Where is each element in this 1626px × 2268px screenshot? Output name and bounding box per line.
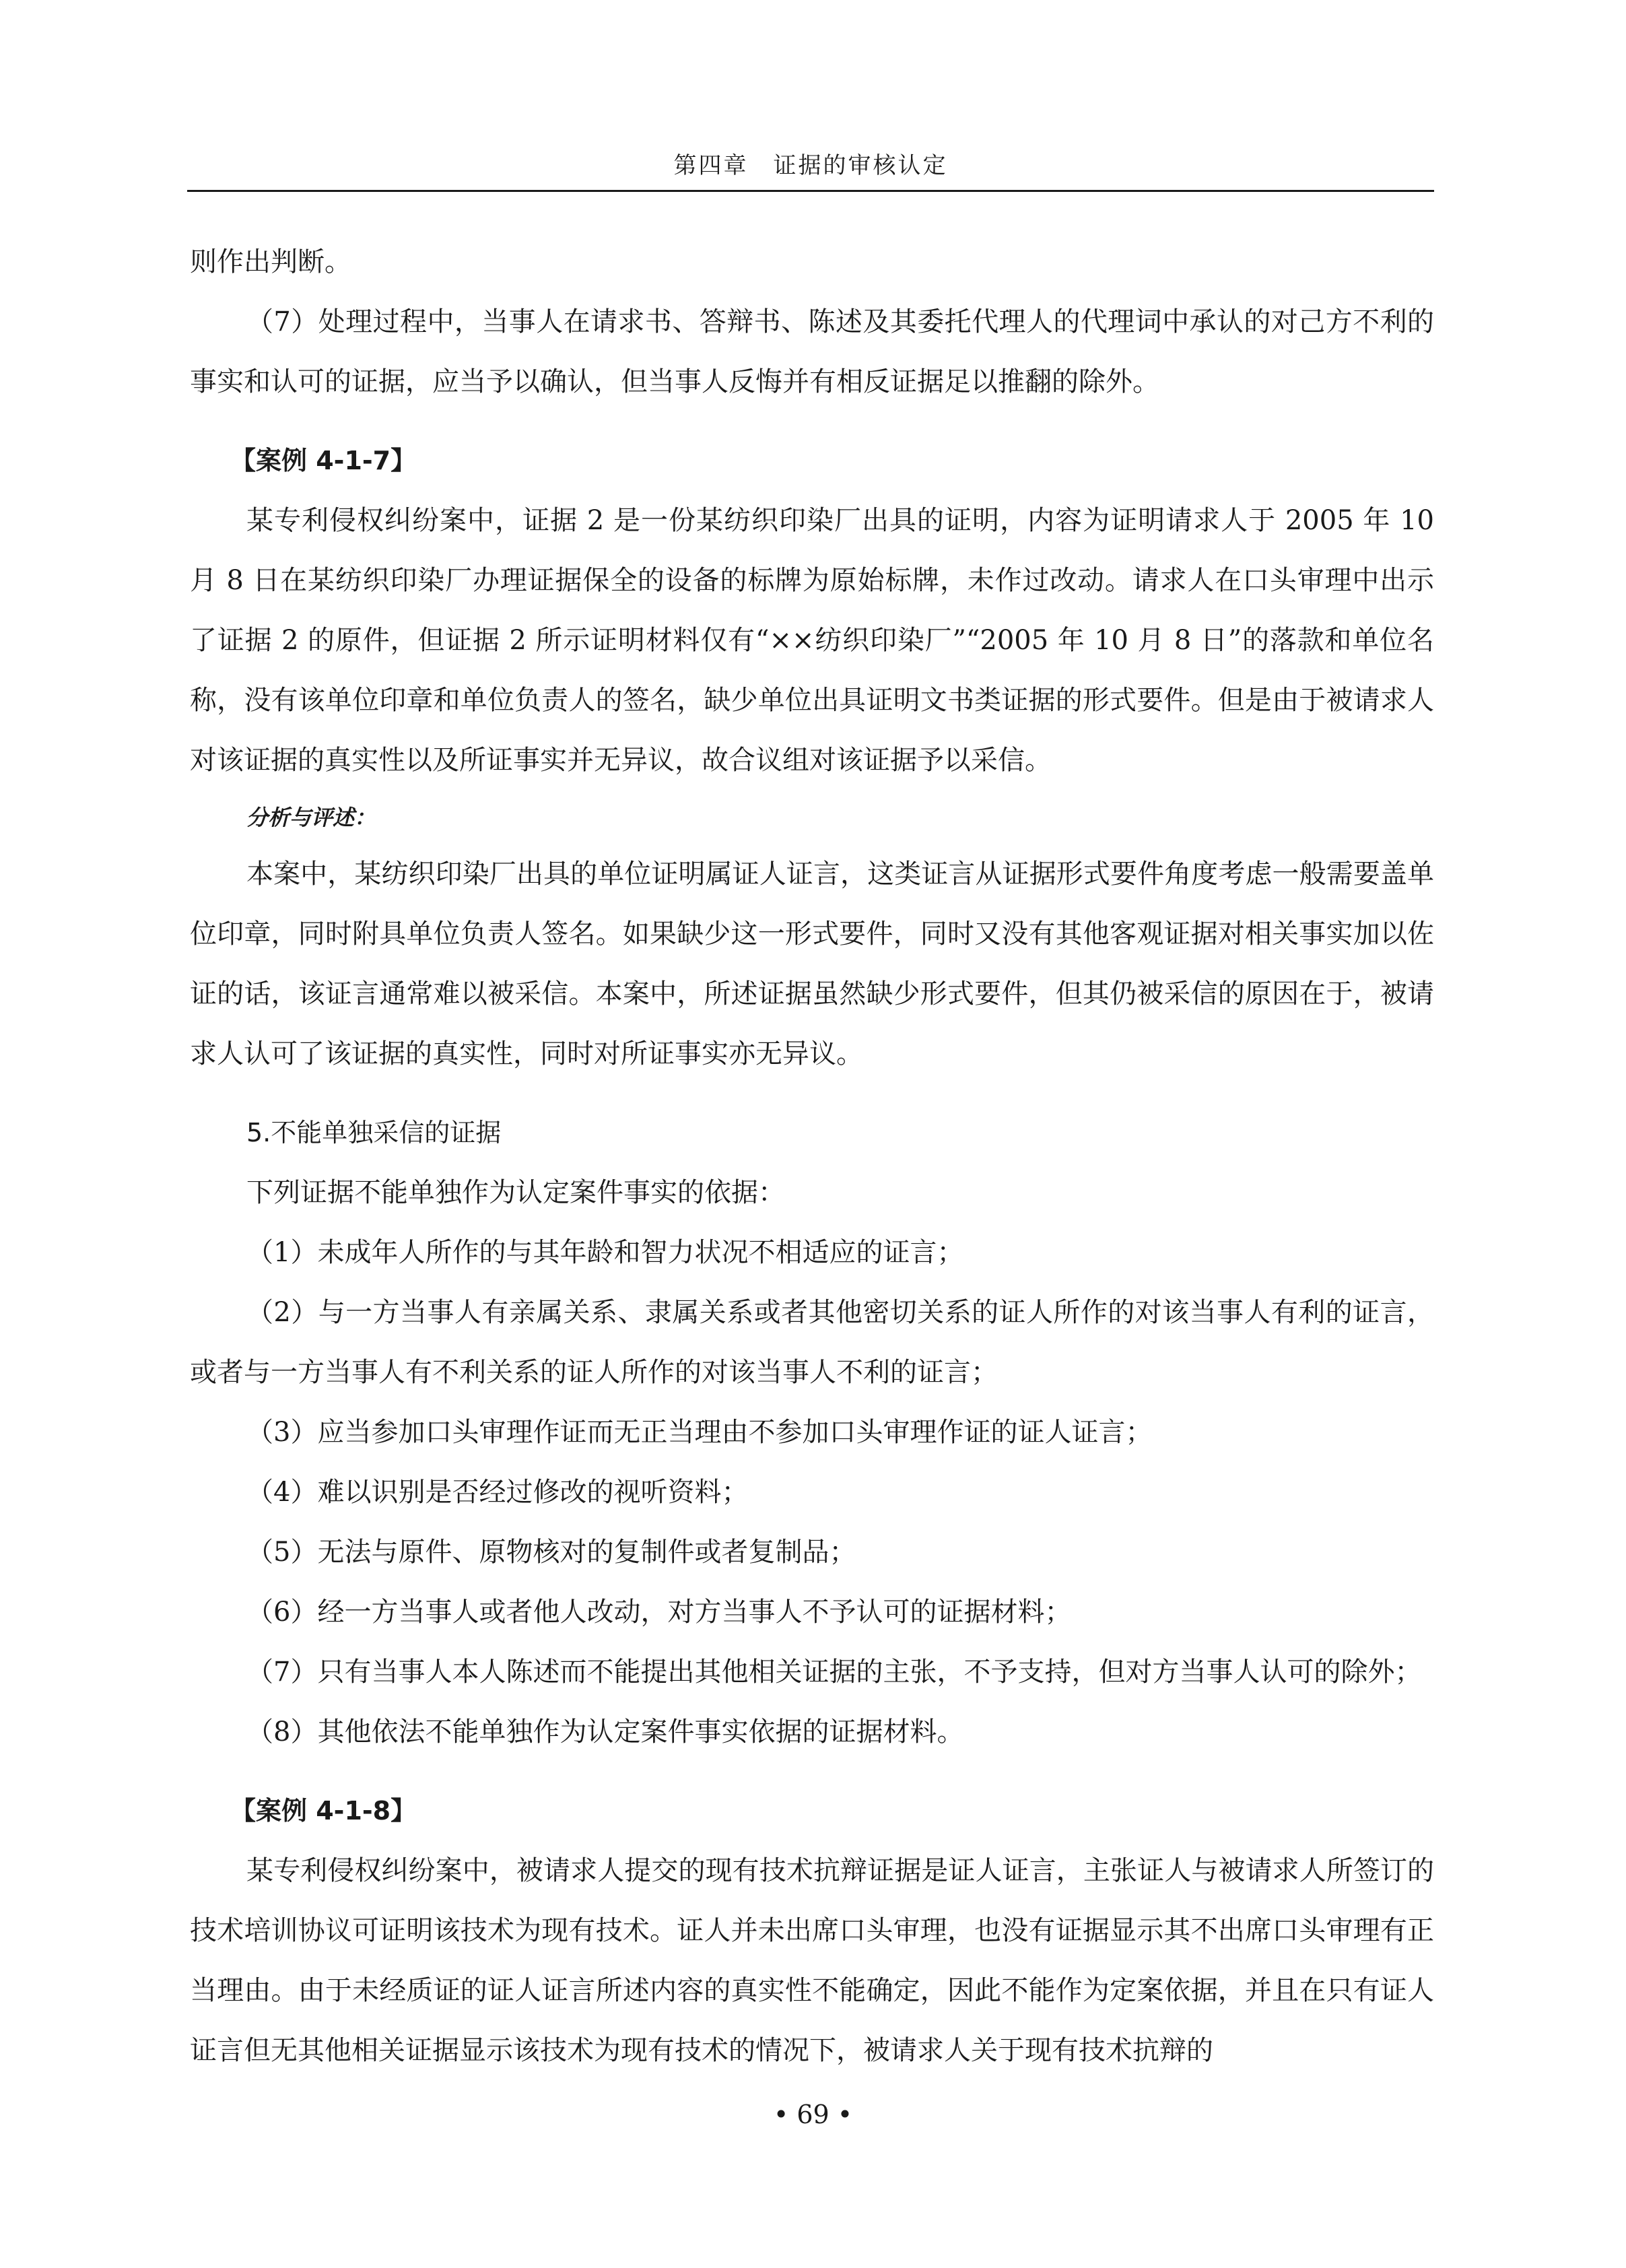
list-item: （6）经一方当事人或者他人改动，对方当事人不予认可的证据材料； — [246, 1597, 1072, 1628]
list-item: （1）未成年人所作的与其年龄和智力状况不相适应的证言； — [246, 1237, 964, 1268]
list-item: （4）难以识别是否经过修改的视听资料； — [246, 1477, 749, 1508]
list-item: （5）无法与原件、原物核对的复制件或者复制品； — [246, 1537, 856, 1568]
case-body-4-1-8: 某专利侵权纠纷案中，被请求人提交的现有技术抗辩证据是证人证言，主张证人与被请求人所签订的技术培训协议可证明该技术为现有技术。证人并未出席口头审理，也没有证据显示其不出席口头审理有正当理由。由于未经质证的证人证言所述内容的真实性不能确定，因此不能作为定案依据，并且在只有证人证言但无其他相关证据显示该技术为现有技术的情况下，被请求人关于现有技术抗辩的 — [190, 1855, 1434, 2066]
section-intro: 下列证据不能单独作为认定案件事实的依据： — [246, 1177, 785, 1208]
paragraph-item-7: （7）处理过程中，当事人在请求书、答辩书、陈述及其委托代理人的代理词中承认的对己方不利的事实和认可的证据，应当予以确认，但当事人反悔并有相反证据足以推翻的除外。 — [190, 306, 1434, 397]
section-heading-5: 5.不能单独采信的证据 — [246, 1118, 502, 1147]
list-item: （7）只有当事人本人陈述而不能提出其他相关证据的主张，不予支持，但对方当事人认可的除外； — [246, 1657, 1422, 1688]
case-body-4-1-7: 某专利侵权纠纷案中，证据 2 是一份某纺织印染厂出具的证明，内容为证明请求人于 2005 年 10 月 8 日在某纺织印染厂办理证据保全的设备的标牌为原始标牌，未作过改动。请求人在口头审理中出示了证据 2 的原件，但证据 2 所示证明材料仅有“××纺织印染厂”“2005 年 10 月 8 日”的落款和单位名称，没有该单位印章和单位负责人的签名，缺少单位出具证明文书类证据的形式要件。但是由于被请求人对该证据的真实性以及所证事实并无异议，故合议组对该证据予以采信。 — [190, 505, 1434, 776]
page-number: • 69 • — [773, 2100, 853, 2129]
case-heading-4-1-7: 【案例 4-1-7】 — [230, 446, 417, 475]
analysis-body: 本案中，某纺织印染厂出具的单位证明属证人证言，这类证言从证据形式要件角度考虑一般需要盖单位印章，同时附具单位负责人签名。如果缺少这一形式要件，同时又没有其他客观证据对相关事实加以佐证的话，该证言通常难以被采信。本案中，所述证据虽然缺少形式要件，但其仍被采信的原因在于，被请求人认可了该证据的真实性，同时对所证事实亦无异议。 — [190, 859, 1434, 1069]
list-item: （8）其他依法不能单独作为认定案件事实依据的证据材料。 — [246, 1716, 964, 1747]
list-item: （2）与一方当事人有亲属关系、隶属关系或者其他密切关系的证人所作的对该当事人有利的证言，或者与一方当事人有不利关系的证人所作的对该当事人不利的证言； — [190, 1297, 1434, 1388]
list-item: （3）应当参加口头审理作证而无正当理由不参加口头审理作证的证人证言； — [246, 1417, 1153, 1448]
paragraph-continuation: 则作出判断。 — [190, 246, 351, 277]
analysis-heading: 分析与评述： — [246, 805, 376, 830]
case-heading-4-1-8: 【案例 4-1-8】 — [230, 1796, 417, 1826]
running-header-title: 第四章 证据的审核认定 — [673, 152, 948, 179]
page-content — [190, 232, 1434, 2081]
header-rule — [187, 190, 1434, 192]
